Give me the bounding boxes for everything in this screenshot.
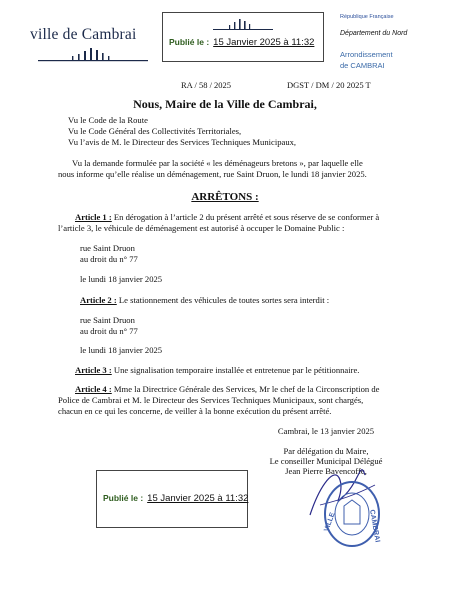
article-2 [80,295,329,306]
svg-text:CAMBRAI: CAMBRAI [368,509,381,543]
signature-delegation: Par délégation du Maire, [283,446,369,456]
published-label: Publié le : [169,37,210,47]
article-1-text: En dérogation à l’article 2 du présent arrêté et sous réserve de se conformer à [111,212,380,222]
svg-text:VILLE: VILLE [323,511,337,533]
article-2-date: le lundi 18 janvier 2025 [80,345,163,355]
city-seal-stamp-icon [322,470,382,550]
vu-line-route: Vu le Code de la Route [68,115,148,125]
article-1-street: rue Saint Druon [80,243,135,253]
article-3-label: Article 3 : [75,365,112,375]
arrondissement-name: de CAMBRAI [340,61,385,70]
article-4-label: Article 4 : [75,384,112,394]
published-stamp-bottom [96,470,248,528]
article-1-label: Article 1 : [75,212,112,222]
arrondissement-label: Arrondissement [340,50,393,59]
article-4 [75,384,379,395]
article-4-line-3: chacun en ce qui les concerne, de veiller à la bonne exécution du présent arrêté. [58,406,332,416]
published-stamp-top [162,12,324,62]
article-1-number: au droit du n° 77 [80,254,138,264]
republic-label: République Française [340,14,394,20]
vu-line-avis: Vu l’avis de M. le Directeur des Services Techniques Municipaux, [68,137,297,147]
article-4-line-2: Police de Cambrai et M. le Directeur des Services Techniques Municipaux, sont chargés, [58,395,364,405]
article-1 [75,212,379,223]
article-4-text: Mme la Directrice Générale des Services, Mr le chef de la Circonscription de [111,384,380,394]
signature-place-date: Cambrai, le 13 janvier 2025 [277,426,375,436]
article-2-text: Le stationnement des véhicules de toutes sortes sera interdit : [116,295,330,305]
vu-line-cgct: Vu le Code Général des Collectivités Territoriales, [68,126,242,136]
signature-name: Jean Pierre Bavencoffe, [285,466,367,476]
page-title: Nous, Maire de la Ville de Cambrai, [133,97,317,111]
published-date: 15 Janvier 2025 à 11:32 [213,37,315,48]
department-label: Département du Nord [340,30,408,37]
signature-role: Le conseiller Municipal Délégué [269,456,383,466]
article-2-label: Article 2 : [80,295,117,305]
published-date-bottom: 15 Janvier 2025 à 11:32 [147,493,249,504]
demand-line-1: Vu la demande formulée par la société « les déménageurs bretons », par laquelle elle [72,158,363,168]
article-3 [75,365,359,376]
article-2-street: rue Saint Druon [80,315,135,325]
towers-icon [213,17,273,31]
article-3-text: Une signalisation temporaire installée et entretenue par le pétitionnaire. [111,365,360,375]
article-1-date: le lundi 18 janvier 2025 [80,274,163,284]
city-logo-text: ville de Cambrai [30,26,137,43]
demand-line-2: nous informe qu’elle réalise un déménagement, rue Saint Druon, le lundi 18 janvier 2025. [58,169,367,179]
published-label-bottom: Publié le : [103,493,144,503]
arretons-heading: ARRÊTONS : [191,191,259,203]
article-1-line-2: l’article 3, le véhicule de déménagement est autorisé à occuper le Domaine Public : [58,223,345,233]
city-towers-logo-icon [38,48,148,62]
reference-dgst: DGST / DM / 20 2025 T [287,80,371,90]
reference-ra: RA / 58 / 2025 [181,80,232,90]
article-2-number: au droit du n° 77 [80,326,138,336]
